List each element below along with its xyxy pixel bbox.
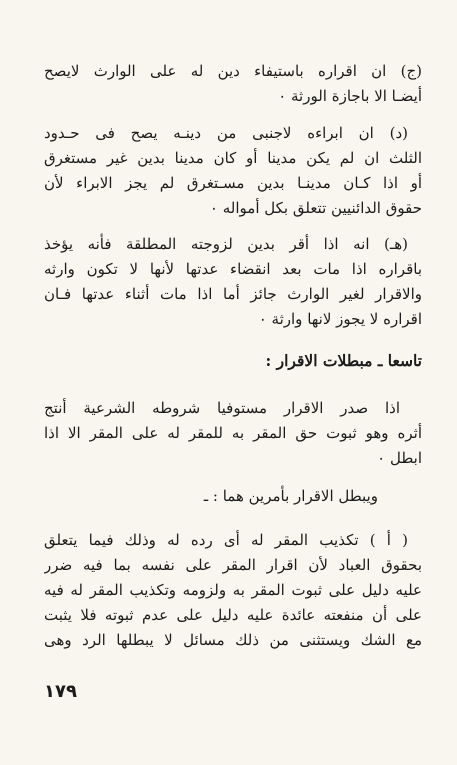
text-line: (ج) ان اقراره باستيفاء دين له على الوارث لايصح [44,62,422,80]
text-line: والاقرار لغير الوارث جائز أما اذا مات أثناء عدتها فـان [44,285,422,303]
paragraph-alif [44,528,422,653]
paragraph-dal [44,121,422,221]
text-line: ( أ ) تكذيب المقر له أى رده له وذلك فيما يتعلق [44,531,408,549]
text-line: أيضـا الا باجازة الورثة ٠ [278,87,422,105]
paragraph-jim [44,59,422,109]
text-line: أو اذا كـان مدينـا بدين مسـتغرق لم يجز الابراء لأن [44,174,422,192]
text-line: اذا صدر الاقرار مستوفيا شروطه الشرعية أنتج [44,399,400,417]
text-line: أثره وهو ثبوت حق المقر به للمقر له على المقر الا اذا [44,424,422,442]
text-line: حقوق الدائنيين تتعلق بكل أمواله ٠ [209,199,422,217]
page-number: ١٧٩ [44,681,77,702]
text-line: الثلث ان لم يكن مدينا أو كان مدينا بدين غير مستغرق [44,149,422,167]
text-line: باقراره اذا مات بعد انقضاء عدتها لأنها لا تكون وارثه [44,260,422,278]
section-heading: تاسعا ـ مبطلات الاقرار : [265,351,422,370]
text-line: (هـ) انه اذا أقر بدين لزوجته المطلقة فأنه يؤخذ [44,235,408,253]
text-line: على أن منفعته عائدة عليه دليل على عدم ثبوته فلا يثبت [44,606,422,624]
text-line: عليه دليل على ثبوت المقر به ولزومه وتكذيب المقر له فيه [44,581,422,599]
text-line: (د) ان ابراءه لاجنبى من دينـه يصح فى حـدود [44,124,408,142]
text-line: اقراره لا يجوز لانها وارثة ٠ [258,310,422,328]
paragraph-yabtul [44,484,422,509]
text-line: ابطل ٠ [377,449,422,467]
text-line: مع الشك ويستثنى من ذلك مسائل لا يبطلها الرد وهى [44,631,422,649]
paragraph-idha-sadar [44,396,422,471]
text-line: ويبطل الاقرار بأمرين هما : ـ [203,487,378,505]
text-line: بحقوق العباد لأن اقرار المقر على نفسه بما فيه ضرر [44,556,422,574]
paragraph-ha [44,232,422,332]
